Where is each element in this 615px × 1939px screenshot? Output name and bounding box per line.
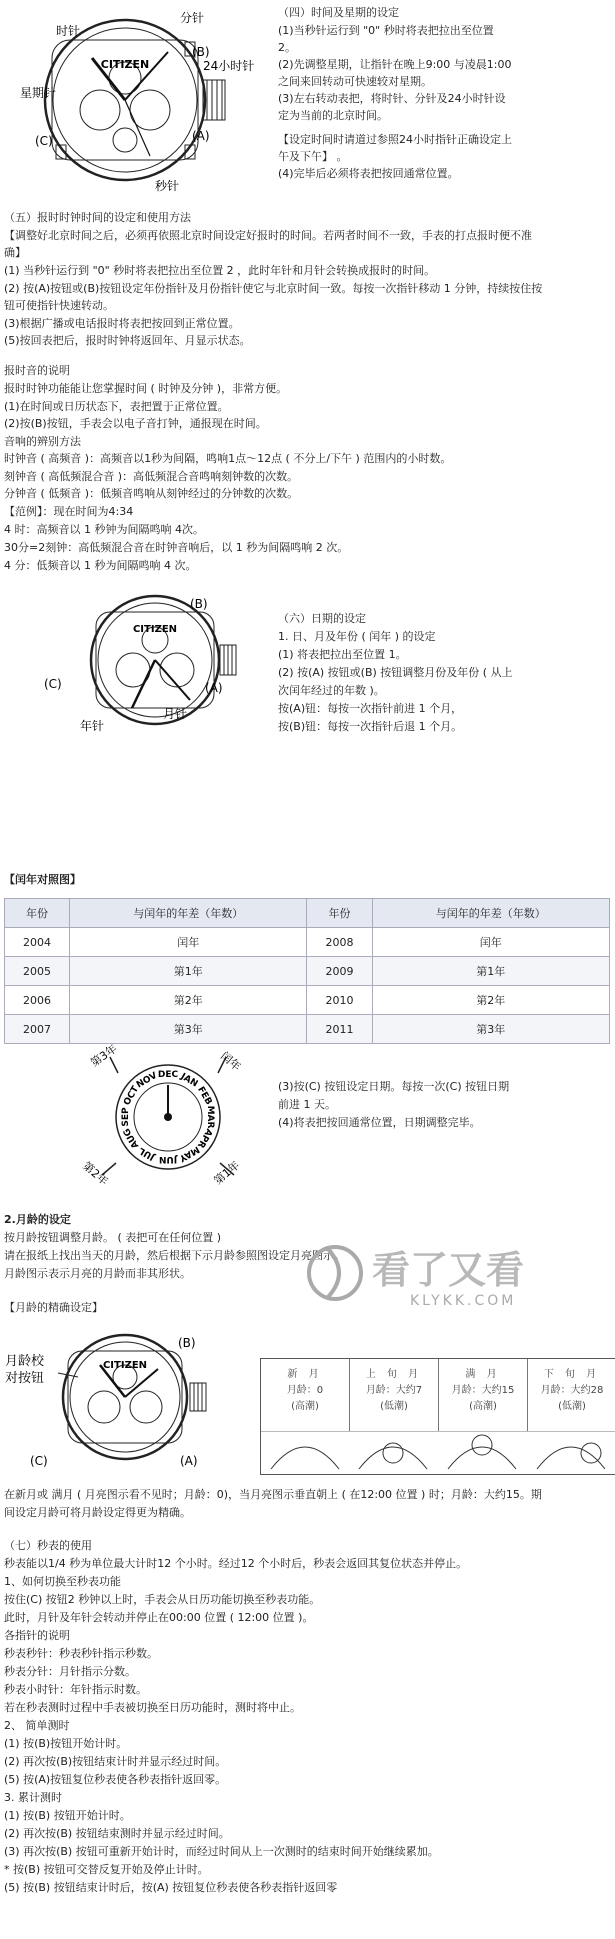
text-line: (1)当秒针运行到 "0" 秒时将表把拉出至位置 bbox=[278, 24, 494, 37]
text-line: 2。 bbox=[278, 41, 296, 54]
month-label: DEC bbox=[157, 1070, 179, 1080]
table-cell: 2009 bbox=[307, 957, 372, 986]
month-dial-diagram bbox=[80, 1035, 260, 1195]
label-weekday-hand: 星期针 bbox=[20, 86, 57, 100]
text-line: 按月龄按钮调整月龄。 ( 表把可在任何位置 ) bbox=[4, 1231, 222, 1244]
moon-phase-chart bbox=[260, 1358, 615, 1475]
table-row bbox=[5, 928, 610, 957]
text-line: (2)先调整星期，让指针在晚上9:00 与凌晨1:00 bbox=[278, 58, 512, 71]
text-line: (3)左右转动表把，将时针、分针及24小时针设 bbox=[278, 92, 506, 105]
text-line: 【范例】：现在时间为4:34 bbox=[4, 505, 134, 518]
table-cell: 2006 bbox=[5, 986, 70, 1015]
table-row bbox=[5, 957, 610, 986]
month-label: MAR bbox=[205, 1105, 215, 1129]
text-line: (2) 再次按(B)按钮结束计时并显示经过时间。 bbox=[4, 1755, 227, 1768]
text-line: 4 时：高频音以 1 秒钟为间隔鸣响 4次。 bbox=[4, 523, 204, 536]
moon-phase-icons bbox=[261, 1431, 615, 1473]
text-line: 1. 日、月及年份 ( 闰年 ) 的设定 bbox=[278, 630, 436, 643]
text-line: 秒表能以1/4 秒为单位最大计时12 个小时。经过12 个小时后，秒表会返回其复位状态并停止。 bbox=[4, 1557, 468, 1570]
text-line: (1)在时间或日历状态下，表把置于正常位置。 bbox=[4, 400, 229, 413]
text-line: 秒表小时针：年针指示时数。 bbox=[4, 1683, 147, 1696]
text-line: 秒表秒针：秒表秒针指示秒数。 bbox=[4, 1647, 158, 1660]
month-label: JUN bbox=[158, 1154, 178, 1164]
table-cell: 2010 bbox=[307, 986, 372, 1015]
moon-phase-new: 新 月 月龄：0 (高潮) bbox=[286, 1369, 324, 1412]
table-cell: 闰年 bbox=[372, 928, 609, 957]
header-cell: 与闰年的年差（年数） bbox=[70, 899, 307, 928]
month-label: JAN bbox=[178, 1071, 200, 1090]
table-header-row bbox=[5, 899, 610, 928]
table-cell: 第3年 bbox=[372, 1015, 609, 1044]
text-line: (4)完毕后必须将表把按回通常位置。 bbox=[278, 167, 459, 180]
svg-text:KLYKK.COM: KLYKK.COM bbox=[410, 1293, 517, 1309]
month-label: AUG bbox=[121, 1126, 142, 1150]
text-line: 若在秒表测时过程中手表被切换至日历功能时，测时将中止。 bbox=[4, 1701, 301, 1714]
label-button-c: (C) bbox=[44, 677, 62, 691]
header-cell: 年份 bbox=[5, 899, 70, 928]
text-line: (3)根据广播或电话报时将表把按回到正常位置。 bbox=[4, 317, 240, 330]
text-line: (3)按(C) 按钮设定日期。每按一次(C) 按钮日期 bbox=[278, 1080, 510, 1093]
text-line: (2) 按(A) 按钮或(B) 按钮调整月份及年份 ( 从上 bbox=[278, 666, 513, 679]
month-label: FEB bbox=[195, 1085, 214, 1107]
text-line: 次闰年经过的年数 )。 bbox=[278, 684, 385, 697]
text-line: 刻钟音 ( 高低频混合音 )：高低频混合音鸣响刻钟数的次数。 bbox=[4, 470, 299, 483]
watch-diagram-date bbox=[0, 590, 280, 740]
label-button-a: (A) bbox=[205, 681, 223, 695]
text-line: (4)将表把按回通常位置，日期调整完毕。 bbox=[278, 1116, 481, 1129]
header-cell: 年份 bbox=[307, 899, 372, 928]
text-line: 请在报纸上找出当天的月龄，然后根据下示月龄参照图设定月亮图示。 bbox=[4, 1249, 345, 1262]
label-moon-button: 对按钮 bbox=[5, 1371, 45, 1386]
label-year-1: 第1年 bbox=[211, 1158, 243, 1188]
month-label: OCT bbox=[122, 1084, 142, 1108]
leap-year-table bbox=[4, 898, 610, 1044]
text-line: 分钟音 ( 低频音 )：低频音鸣响从刻钟经过的分钟数的次数。 bbox=[4, 487, 299, 500]
label-button-c: (C) bbox=[30, 1454, 48, 1468]
watermark-logo bbox=[300, 1235, 600, 1315]
table-cell: 2007 bbox=[5, 1015, 70, 1044]
label-moon-button: 月龄校 bbox=[5, 1354, 45, 1369]
text-line: （五）报时时钟时间的设定和使用方法 bbox=[4, 211, 191, 224]
label-minute-hand: 分针 bbox=[180, 11, 205, 25]
label-month-hand: 月针 bbox=[163, 707, 188, 721]
table-cell: 第1年 bbox=[70, 957, 307, 986]
text-line: 午及下午】 。 bbox=[278, 150, 348, 163]
text-line: 时钟音 ( 高频音 )：高频音以1秒为间隔，鸣响1点～12点 ( 不分上/下午 ) 范围内的小时数。 bbox=[4, 452, 452, 465]
text-line: 定为当前的北京时间。 bbox=[278, 109, 388, 122]
month-label: APR bbox=[194, 1126, 214, 1150]
label-second-hand: 秒针 bbox=[155, 179, 180, 193]
text-line: * 按(B) 按钮可交替反复开始及停止计时。 bbox=[4, 1863, 209, 1876]
watch-diagram-time bbox=[0, 0, 270, 200]
text-line: (1) 按(B)按钮开始计时。 bbox=[4, 1737, 128, 1750]
table-cell: 第3年 bbox=[70, 1015, 307, 1044]
table-cell: 2008 bbox=[307, 928, 372, 957]
header-cell: 与闰年的年差（年数） bbox=[372, 899, 609, 928]
text-line: 之间来回转动可快速较对星期。 bbox=[278, 75, 432, 88]
text-line: (1) 按(B) 按钮开始计时。 bbox=[4, 1809, 131, 1822]
label-year-2: 第2年 bbox=[80, 1159, 111, 1188]
text-line: 2、 简单测时 bbox=[4, 1719, 70, 1732]
text-line: (5)按回表把后，报时时钟将返回年、月显示状态。 bbox=[4, 334, 251, 347]
text-line: 报时音的说明 bbox=[4, 364, 70, 377]
table-cell: 2004 bbox=[5, 928, 70, 957]
label-button-a: (A) bbox=[180, 1454, 198, 1468]
text-line: 各指针的说明 bbox=[4, 1629, 70, 1642]
brand-logo: CITIZEN bbox=[100, 58, 150, 71]
svg-text:看了又看: 看了又看 bbox=[372, 1248, 525, 1292]
text-line: (2) 再次按(B) 按钮结束测时并显示经过时间。 bbox=[4, 1827, 230, 1840]
month-label: NOV bbox=[135, 1070, 159, 1091]
watch-diagram-moon bbox=[0, 1325, 260, 1480]
table-row bbox=[5, 986, 610, 1015]
table-cell: 第2年 bbox=[372, 986, 609, 1015]
moon-phase-full: 满 月 月龄：大约15 (高潮) bbox=[438, 1359, 527, 1431]
label-year-hand: 年针 bbox=[80, 719, 105, 733]
text-line: 前进 1 天。 bbox=[278, 1098, 336, 1111]
text-line: 月龄图示表示月亮的月龄而非其形状。 bbox=[4, 1267, 191, 1280]
text-line: 【调整好北京时间之后，必须再依照北京时间设定好报时的时间。若两者时间不一致，手表的打点报时便不准 bbox=[4, 229, 532, 242]
label-button-a: (A) bbox=[192, 129, 210, 143]
text-line: 间设定月龄可将月龄设定得更为精确。 bbox=[4, 1506, 191, 1519]
moon-fig-title: 【月龄的精确设定】 bbox=[4, 1301, 103, 1314]
label-button-b: (B) bbox=[190, 597, 208, 611]
label-24h-hand: 24小时针 bbox=[203, 59, 255, 73]
label-year-3: 第3年 bbox=[88, 1042, 120, 1070]
table-cell: 2005 bbox=[5, 957, 70, 986]
table-cell: 第2年 bbox=[70, 986, 307, 1015]
text-line: (5) 按(B) 按钮结束计时后，按(A) 按钮复位秒表使各秒表指针返回零 bbox=[4, 1881, 338, 1894]
leap-table-title: 【闰年对照图】 bbox=[4, 873, 81, 886]
moon-phase-last-quarter: 下 旬 月 月龄：大约28 (低潮) bbox=[527, 1359, 615, 1431]
text-line: (5) 按(A)按钮复位秒表使各秒表指针返回零。 bbox=[4, 1773, 227, 1786]
text-line: 【设定时间时请道过参照24小时指针正确设定上 bbox=[278, 133, 512, 146]
text-line: 2.月龄的设定 bbox=[4, 1213, 71, 1226]
text-line: 1、如何切换至秒表功能 bbox=[4, 1575, 121, 1588]
text-line: 按(B)钮：每按一次指针后退 1 个月。 bbox=[278, 720, 463, 733]
text-line: (1) 将表把拉出至位置 1。 bbox=[278, 648, 407, 661]
text-line: 确】 bbox=[4, 246, 26, 259]
text-line: 按(A)钮：每按一次指针前进 1 个月， bbox=[278, 702, 463, 715]
text-line: (3) 再次按(B) 按钮可重新开始计时，而经过时间从上一次测时的结束时间开始继续累加。 bbox=[4, 1845, 439, 1858]
month-label: SEP bbox=[121, 1107, 131, 1127]
text-line: 3. 累计测时 bbox=[4, 1791, 62, 1804]
text-line: 钮可使指针快速转动。 bbox=[4, 299, 114, 312]
month-label: MAY bbox=[177, 1143, 201, 1164]
label-hour-hand: 时针 bbox=[56, 24, 81, 38]
text-line: 秒表分针：月针指示分数。 bbox=[4, 1665, 136, 1678]
brand-logo: CITIZEN bbox=[102, 1360, 148, 1371]
text-line: 按住(C) 按钮2 秒钟以上时，手表会从日历功能切换至秒表功能。 bbox=[4, 1593, 321, 1606]
label-button-c: (C) bbox=[35, 134, 53, 148]
text-line: 4 分：低频音以 1 秒为间隔鸣响 4 次。 bbox=[4, 559, 197, 572]
text-line: 30分=2刻钟：高低频混合音在时钟音响后，以 1 秒为间隔鸣响 2 次。 bbox=[4, 541, 349, 554]
text-line: （四）时间及星期的设定 bbox=[278, 6, 399, 19]
text-line: （六）日期的设定 bbox=[278, 612, 366, 625]
month-label: JUL bbox=[137, 1144, 157, 1162]
text-line: （七）秒表的使用 bbox=[4, 1539, 92, 1552]
text-line: 在新月或 满月 ( 月亮图示看不见时；月龄：0)，当月亮图示垂直朝上 ( 在12:00 位置 ) 时；月龄：大约15。期 bbox=[4, 1488, 542, 1501]
moon-phase-first-quarter: 上 旬 月 月龄：大约7 (低潮) bbox=[349, 1359, 438, 1431]
text-line: 报时时钟功能能让您掌握时间 ( 时钟及分钟 )，非常方便。 bbox=[4, 382, 288, 395]
label-leap-year: 闰年 bbox=[218, 1049, 244, 1074]
table-cell: 闰年 bbox=[70, 928, 307, 957]
table-cell: 第1年 bbox=[372, 957, 609, 986]
label-button-b: (B) bbox=[178, 1336, 196, 1350]
text-line: (2)按(B)按钮，手表会以电子音打钟，通报现在时间。 bbox=[4, 417, 267, 430]
text-line: (1) 当秒针运行到 "0" 秒时将表把拉出至位置 2 ，此时年针和月针会转换成报时的时间。 bbox=[4, 264, 436, 277]
text-line: (2) 按(A)按钮或(B)按钮设定年份指针及月份指针使它与北京时间一致。每按一次指针移动 1 分钟，持续按住按 bbox=[4, 282, 543, 295]
table-cell: 2011 bbox=[307, 1015, 372, 1044]
label-button-b: (B) bbox=[192, 45, 210, 59]
text-line: 此时，月针及年针会转动并停止在00:00 位置 ( 12:00 位置 )。 bbox=[4, 1611, 314, 1624]
text-line: 音响的辨别方法 bbox=[4, 435, 81, 448]
brand-logo: CITIZEN bbox=[132, 624, 178, 635]
